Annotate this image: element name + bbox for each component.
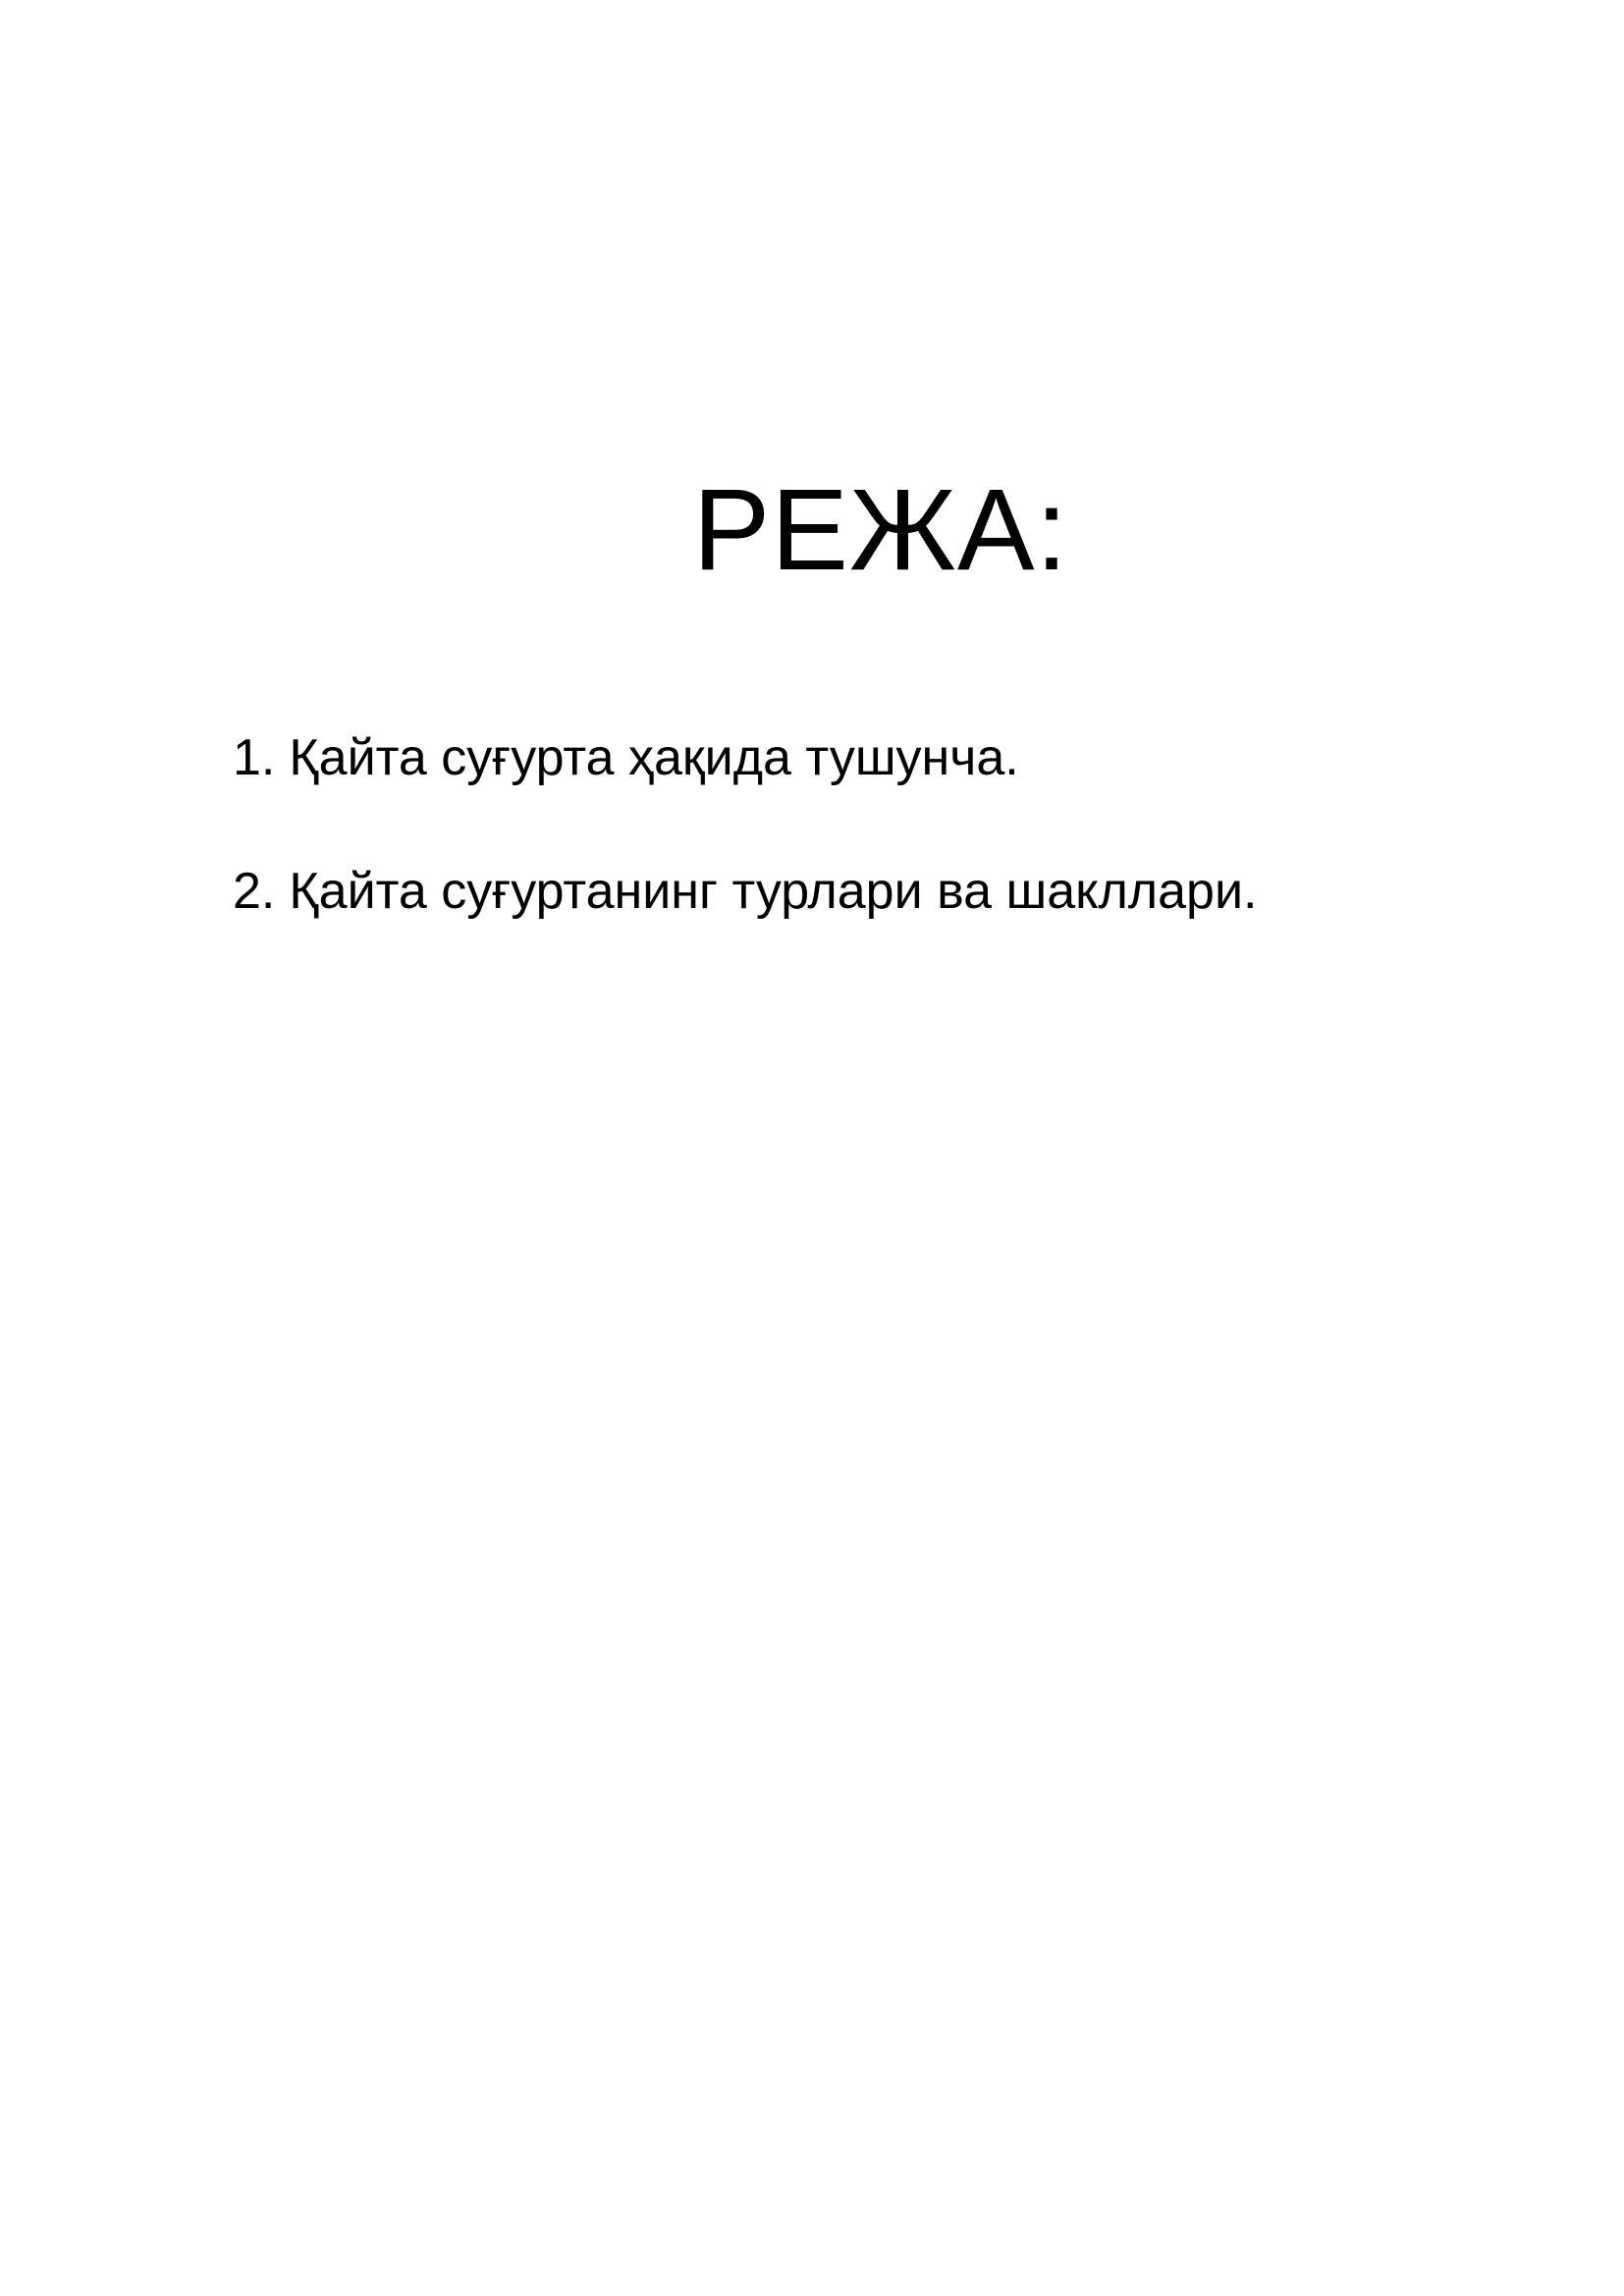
list-item-text: Қайта суғурта ҳақида тушунча. bbox=[289, 729, 1019, 786]
plan-list bbox=[233, 719, 1257, 986]
list-item-number: 1. bbox=[233, 729, 276, 786]
page-title: РЕЖА: bbox=[692, 465, 1069, 595]
list-item-text: Қайта суғуртанинг турлари ва шакллари. bbox=[289, 863, 1258, 920]
list-item bbox=[233, 719, 1257, 797]
list-item-number: 2. bbox=[233, 863, 276, 920]
list-item bbox=[233, 852, 1257, 931]
